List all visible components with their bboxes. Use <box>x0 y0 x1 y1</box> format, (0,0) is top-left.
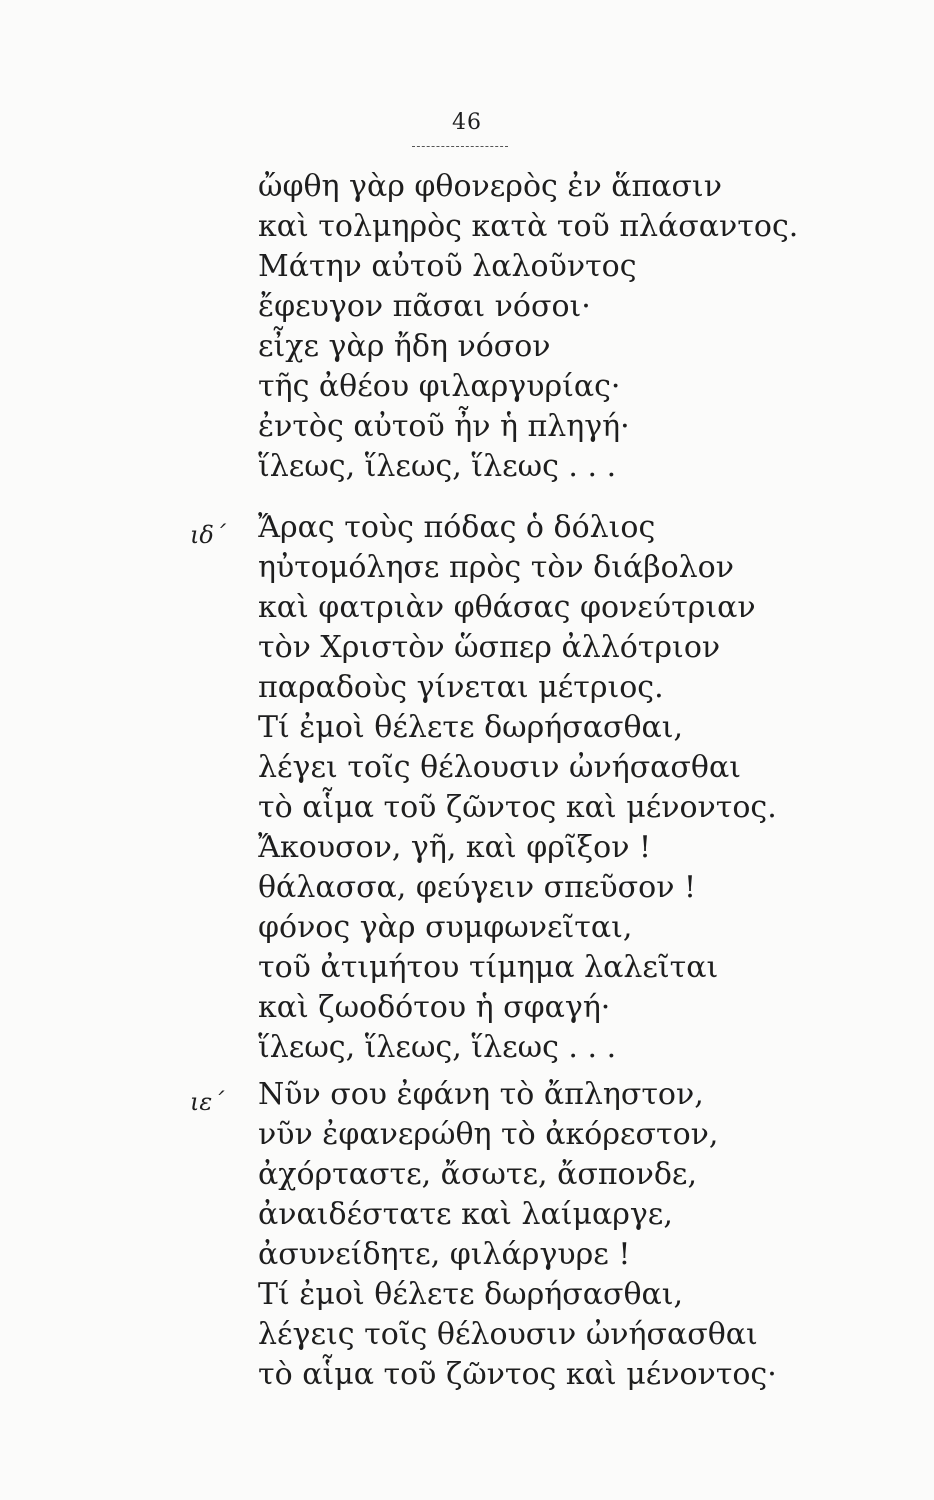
verse-line: ηὐτομόλησε πρὸς τὸν διάβολον <box>258 550 734 585</box>
verse-line: τὸν Χριστὸν ὥσπερ ἀλλότριον <box>258 630 721 665</box>
verse-line: θάλασσα, φεύγειν σπεῦσον ! <box>258 870 697 905</box>
verse-line: καὶ φατριὰν φθάσας φονεύτριαν <box>258 590 756 625</box>
verse-line: φόνος γὰρ συμφωνεῖται, <box>258 910 633 945</box>
page-number: 46 <box>452 110 482 135</box>
verse-line: ὤφθη γὰρ φθονερὸς ἐν ἅπασιν <box>258 169 722 204</box>
verse-line: νῦν ἐφανερώθη τὸ ἀκόρεστον, <box>258 1117 719 1152</box>
verse-line: Ἄρας τοὺς πόδας ὁ δόλιος <box>258 510 656 545</box>
verse-line: παραδοὺς γίνεται μέτριος. <box>258 670 664 705</box>
verse-line: λέγει τοῖς θέλουσιν ὠνήσασθαι <box>258 750 741 785</box>
stanza-number: ιδ΄ <box>190 521 226 549</box>
verse-line: τὸ αἷμα τοῦ ζῶντος καὶ μένοντος· <box>258 1357 777 1392</box>
verse-line: ἀσυνείδητε, φιλάργυρε ! <box>258 1237 631 1272</box>
verse-line: τοῦ ἀτιμήτου τίμημα λαλεῖται <box>258 950 719 985</box>
verse-line: καὶ τολμηρὸς κατὰ τοῦ πλάσαντος. <box>258 209 799 244</box>
verse-line: ἔφευγον πᾶσαι νόσοι· <box>258 289 591 324</box>
verse-line: Μάτην αὐτοῦ λαλοῦντος <box>258 249 637 284</box>
verse-line: Τί ἐμοὶ θέλετε δωρήσασθαι, <box>258 710 684 745</box>
verse-line: ἐντὸς αὐτοῦ ἦν ἡ πληγή· <box>258 409 630 444</box>
verse-line: καὶ ζωοδότου ἡ σφαγή· <box>258 990 611 1025</box>
verse-line: ἀχόρταστε, ἄσωτε, ἄσπονδε, <box>258 1157 697 1192</box>
stanza-number: ιε΄ <box>190 1088 225 1116</box>
page-number-rule <box>412 146 508 147</box>
verse-line: Νῦν σου ἐφάνη τὸ ἄπληστον, <box>258 1077 704 1112</box>
verse-line: ἵλεως, ἵλεως, ἵλεως . . . <box>258 1030 617 1065</box>
verse-line: Ἄκουσον, γῆ, καὶ φρῖξον ! <box>258 830 652 865</box>
verse-line: ἵλεως, ἵλεως, ἵλεως . . . <box>258 449 617 484</box>
verse-line: Τί ἐμοὶ θέλετε δωρήσασθαι, <box>258 1277 684 1312</box>
verse-line: λέγεις τοῖς θέλουσιν ὠνήσασθαι <box>258 1317 758 1352</box>
verse-line: τὸ αἷμα τοῦ ζῶντος καὶ μένοντος. <box>258 790 777 825</box>
verse-line: ἀναιδέστατε καὶ λαίμαργε, <box>258 1197 673 1232</box>
verse-line: εἶχε γὰρ ἤδη νόσον <box>258 329 551 364</box>
verse-line: τῆς ἀθέου φιλαργυρίας· <box>258 369 621 404</box>
